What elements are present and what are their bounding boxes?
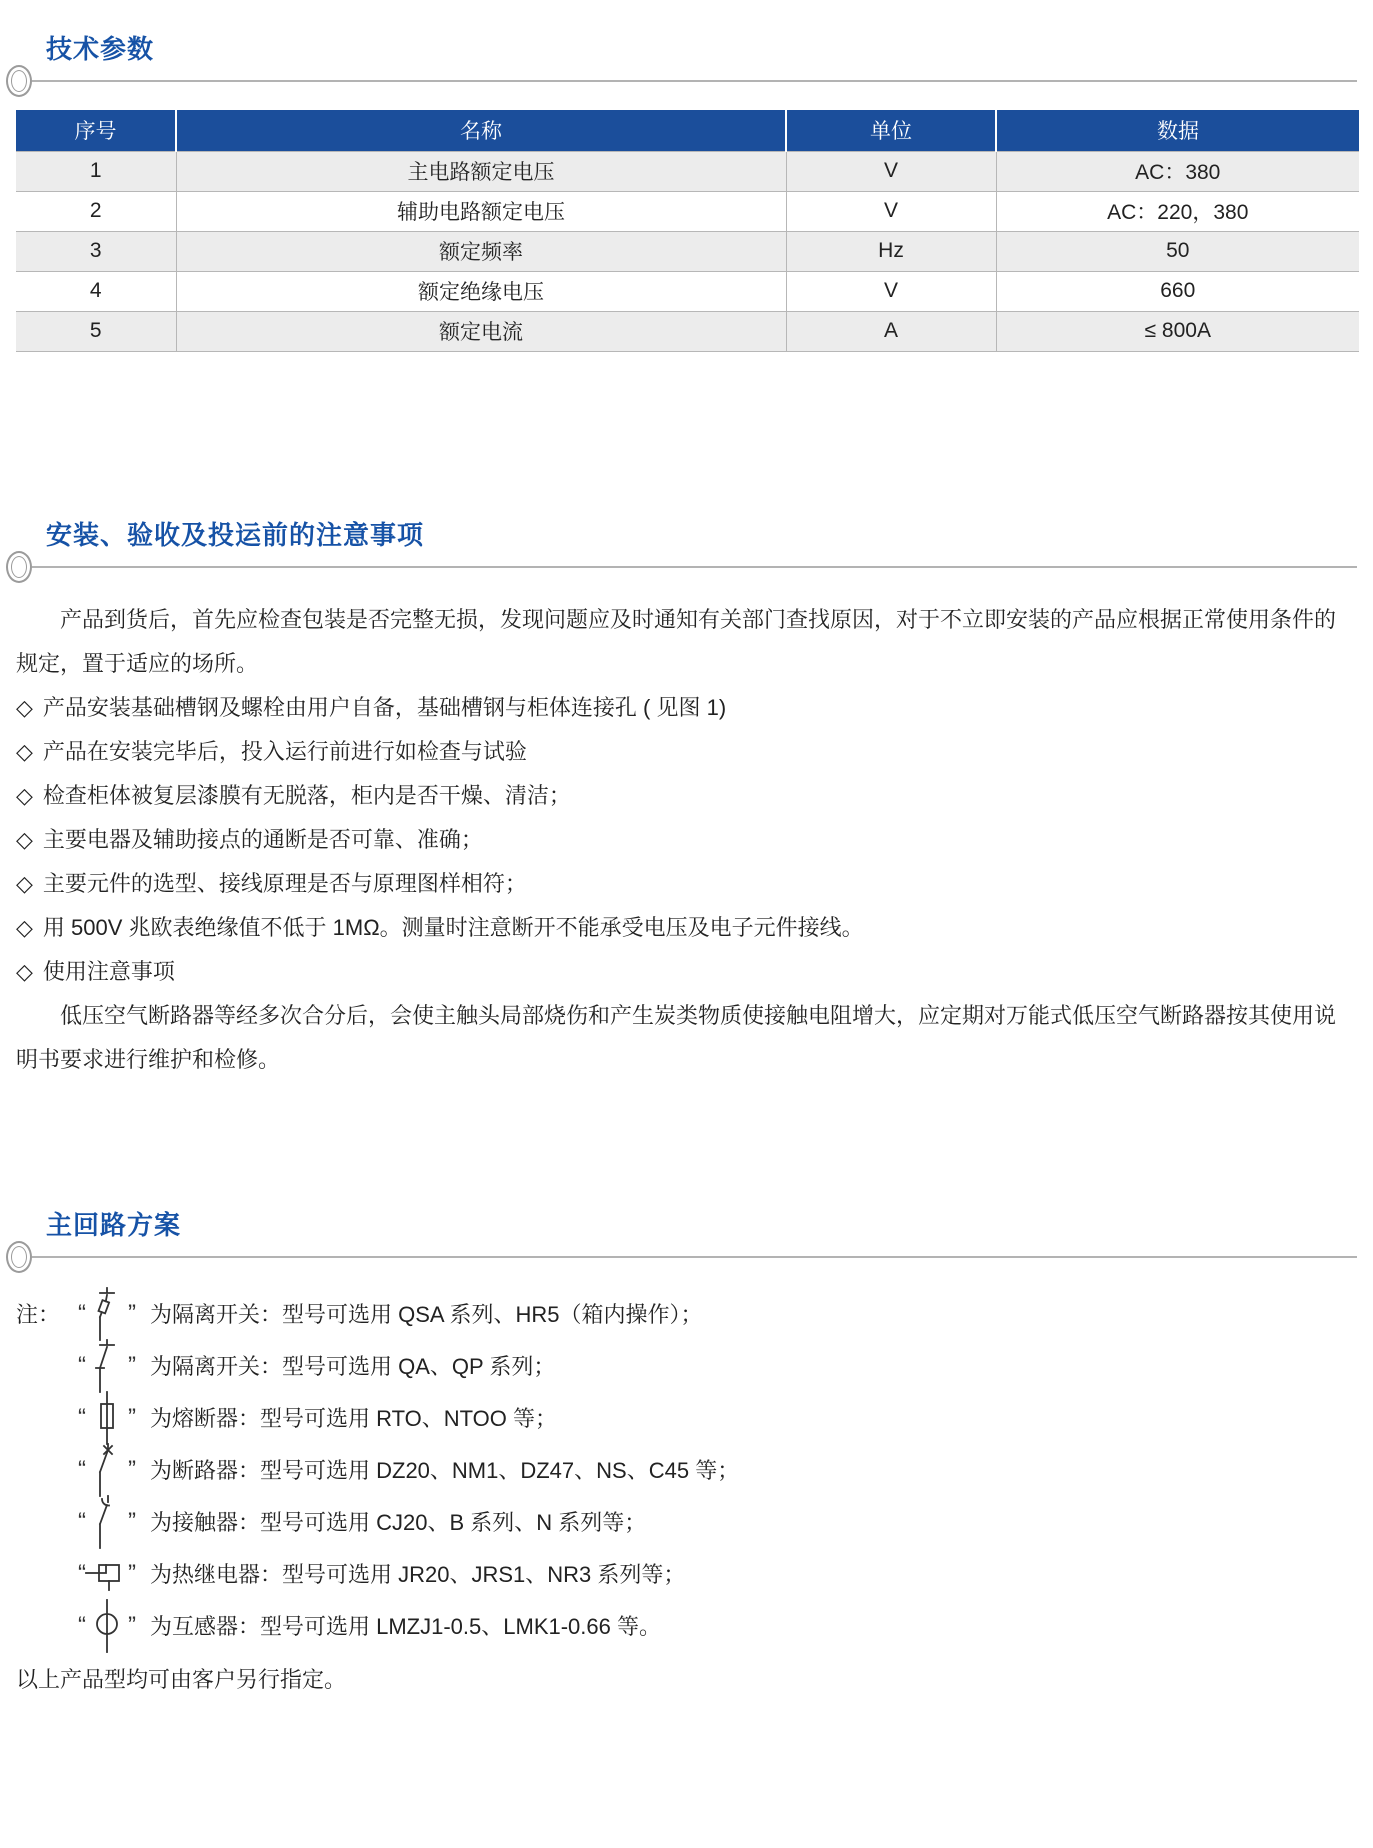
legend-row xyxy=(16,1392,1357,1444)
table-row xyxy=(16,271,1359,311)
diamond-bullet-icon: ◇ xyxy=(16,782,33,808)
legend-row xyxy=(16,1496,1357,1548)
ring-ornament-icon xyxy=(6,65,32,97)
symbol-slot xyxy=(86,1598,128,1654)
table-header-cell: 单位 xyxy=(786,110,996,151)
diamond-bullet-icon: ◇ xyxy=(16,738,33,764)
close-quote: ” xyxy=(128,1455,136,1483)
diamond-bullet-icon: ◇ xyxy=(16,914,33,940)
cell-data: 50 xyxy=(996,231,1359,271)
legend-text: 为隔离开关：型号可选用 QA、QP 系列； xyxy=(150,1354,556,1379)
cell-data: AC：380 xyxy=(996,151,1359,191)
symbol-slot xyxy=(86,1555,128,1593)
legend-row xyxy=(16,1288,1357,1340)
bullet-text: 主要电器及辅助接点的通断是否可靠、准确； xyxy=(42,826,483,852)
disconnector-icon xyxy=(92,1338,122,1394)
bullet-text: 检查柜体被复层漆膜有无脱落，柜内是否干燥、清洁； xyxy=(42,782,571,808)
switch-fuse-icon xyxy=(92,1286,122,1342)
legend-text: 为互感器：型号可选用 LMZJ1-0.5、LMK1-0.66 等。 xyxy=(150,1614,661,1639)
fuse-icon xyxy=(92,1390,122,1446)
legend-text: 为接触器：型号可选用 CJ20、B 系列、N 系列等； xyxy=(150,1510,647,1535)
list-item xyxy=(16,862,1357,906)
cell-unit: V xyxy=(786,271,996,311)
list-item xyxy=(16,906,1357,950)
open-quote: “ xyxy=(78,1299,86,1327)
transformer-icon xyxy=(92,1598,122,1654)
open-quote: “ xyxy=(78,1403,86,1431)
bullet-text: 使用注意事项 xyxy=(42,958,175,984)
legend-row xyxy=(16,1340,1357,1392)
cell-data: ≤ 800A xyxy=(996,311,1359,351)
tech-params-table xyxy=(16,110,1359,352)
legend-text: 为隔离开关：型号可选用 QSA 系列、HR5（箱内操作）； xyxy=(150,1302,703,1327)
cell-index: 5 xyxy=(16,311,176,351)
contactor-icon xyxy=(92,1494,122,1550)
list-item xyxy=(16,686,1357,730)
open-quote: “ xyxy=(78,1507,86,1535)
cell-index: 1 xyxy=(16,151,176,191)
list-item xyxy=(16,950,1357,994)
table-header-cell: 数据 xyxy=(996,110,1359,151)
symbol-slot xyxy=(86,1442,128,1498)
list-item xyxy=(16,774,1357,818)
rule-line xyxy=(32,566,1357,568)
legend-text: 为断路器：型号可选用 DZ20、NM1、DZ47、NS、C45 等； xyxy=(150,1458,740,1483)
symbol-slot xyxy=(86,1494,128,1550)
table-header-cell: 序号 xyxy=(16,110,176,151)
cell-index: 2 xyxy=(16,191,176,231)
open-quote: “ xyxy=(78,1351,86,1379)
cell-data: 660 xyxy=(996,271,1359,311)
legend-text: 为热继电器：型号可选用 JR20、JRS1、NR3 系列等； xyxy=(150,1562,686,1587)
cell-name: 额定电流 xyxy=(176,311,786,351)
close-quote: ” xyxy=(128,1403,136,1431)
intro-paragraph: 产品到货后，首先应检查包装是否完整无损，发现问题应及时通知有关部门查找原因，对于不立即安装的产品应根据正常使用条件的规定，置于适应的场所。 xyxy=(16,606,1337,676)
table-header-cell: 名称 xyxy=(176,110,786,151)
section-title-main-circuit: 主回路方案 xyxy=(46,1209,182,1240)
close-quote: ” xyxy=(128,1351,136,1379)
cell-name: 额定频率 xyxy=(176,231,786,271)
table-row xyxy=(16,191,1359,231)
rule-line xyxy=(32,80,1357,82)
symbol-slot xyxy=(86,1390,128,1446)
list-item xyxy=(16,818,1357,862)
outro-paragraph: 低压空气断路器等经多次合分后，会使主触头局部烧伤和产生炭类物质使接触电阻增大，应定期对万能式低压空气断路器按其使用说明书要求进行维护和检修。 xyxy=(16,1002,1337,1072)
bullet-text: 主要元件的选型、接线原理是否与原理图样相符； xyxy=(42,870,527,896)
table-row xyxy=(16,311,1359,351)
cell-index: 4 xyxy=(16,271,176,311)
symbol-legend xyxy=(16,1288,1357,1652)
open-quote: “ xyxy=(78,1611,86,1639)
cell-unit: V xyxy=(786,151,996,191)
cell-name: 辅助电路额定电压 xyxy=(176,191,786,231)
bullet-text: 用 500V 兆欧表绝缘值不低于 1MΩ。测量时注意断开不能承受电压及电子元件接线。 xyxy=(42,914,864,940)
thermal-relay-icon xyxy=(84,1555,130,1593)
section-rule xyxy=(6,1240,1357,1274)
cell-unit: Hz xyxy=(786,231,996,271)
table-row xyxy=(16,231,1359,271)
cell-unit: V xyxy=(786,191,996,231)
legend-row xyxy=(16,1444,1357,1496)
section-main-circuit xyxy=(16,1210,1357,1702)
cell-unit: A xyxy=(786,311,996,351)
ring-ornament-icon xyxy=(6,551,32,583)
bullet-text: 产品安装基础槽钢及螺栓由用户自备，基础槽钢与柜体连接孔 ( 见图 1) xyxy=(42,694,727,720)
footer-note: 以上产品型均可由客户另行指定。 xyxy=(16,1666,347,1692)
cell-data: AC：220，380 xyxy=(996,191,1359,231)
close-quote: ” xyxy=(128,1559,136,1587)
section-installation xyxy=(16,520,1357,1082)
symbol-slot xyxy=(86,1338,128,1394)
legend-text: 为熔断器：型号可选用 RTO、NTOO 等； xyxy=(150,1406,558,1431)
section-title-installation: 安装、验收及投运前的注意事项 xyxy=(46,519,425,550)
diamond-bullet-icon: ◇ xyxy=(16,826,33,852)
section-tech-params xyxy=(16,34,1357,352)
ring-ornament-icon xyxy=(6,1241,32,1273)
diamond-bullet-icon: ◇ xyxy=(16,694,33,720)
open-quote: “ xyxy=(78,1455,86,1483)
cell-name: 主电路额定电压 xyxy=(176,151,786,191)
section-rule xyxy=(6,550,1357,584)
bullet-list xyxy=(16,686,1357,994)
open-quote: “ xyxy=(78,1559,86,1587)
legend-row xyxy=(16,1600,1357,1652)
legend-row xyxy=(16,1548,1357,1600)
section-rule xyxy=(6,64,1357,98)
circuit-breaker-icon xyxy=(92,1442,122,1498)
bullet-text: 产品在安装完毕后，投入运行前进行如检查与试验 xyxy=(42,738,527,764)
section-title-tech-params: 技术参数 xyxy=(46,34,155,64)
cell-index: 3 xyxy=(16,231,176,271)
close-quote: ” xyxy=(128,1611,136,1639)
note-label: 注： xyxy=(16,1302,61,1327)
cell-name: 额定绝缘电压 xyxy=(176,271,786,311)
diamond-bullet-icon: ◇ xyxy=(16,870,33,896)
rule-line xyxy=(32,1256,1357,1258)
list-item xyxy=(16,730,1357,774)
close-quote: ” xyxy=(128,1507,136,1535)
symbol-slot xyxy=(86,1286,128,1342)
diamond-bullet-icon: ◇ xyxy=(16,958,33,984)
close-quote: ” xyxy=(128,1299,136,1327)
table-header-row xyxy=(16,110,1359,151)
table-row xyxy=(16,151,1359,191)
